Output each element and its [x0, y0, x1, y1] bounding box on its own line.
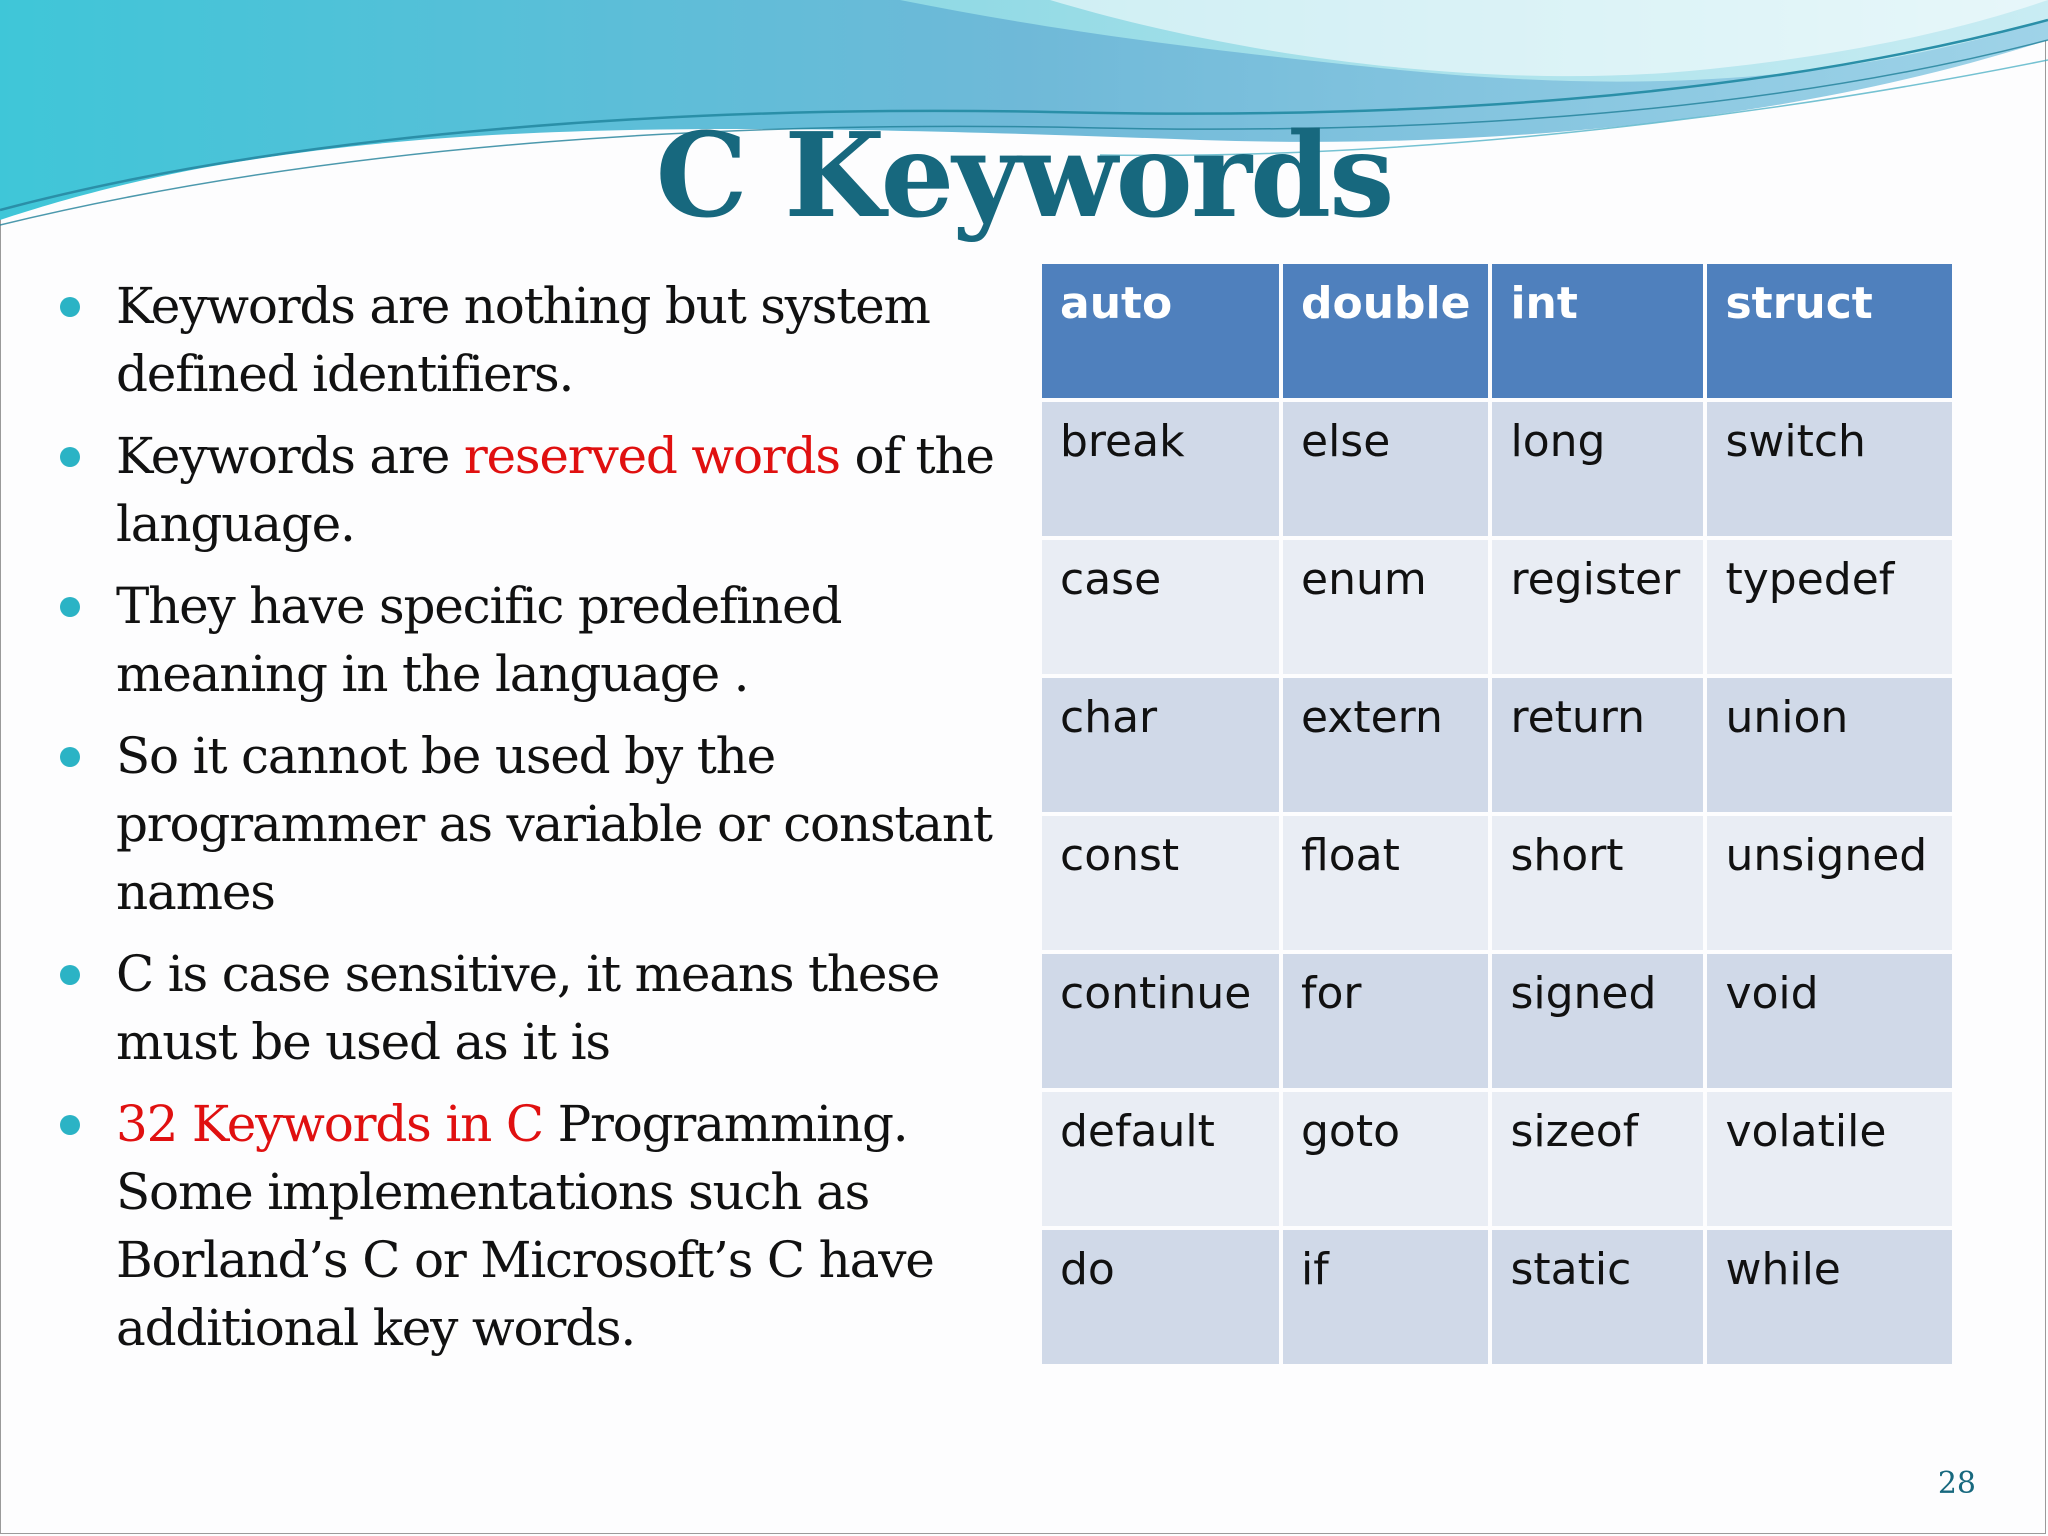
keyword-cell: unsigned [1707, 816, 1952, 950]
bullet-text: C is case sensitive, it means these must be used as it is [116, 945, 940, 1071]
keyword-cell: float [1283, 816, 1488, 950]
bullet-text: So it cannot be used by the programmer as variable or constant names [116, 727, 992, 921]
bullet-highlight-text: reserved words [463, 427, 840, 485]
keywords-table-row [1042, 678, 1952, 812]
bullet-highlight-text: 32 Keywords in C [116, 1095, 543, 1153]
keyword-cell: volatile [1707, 1092, 1952, 1226]
bullet-dot-icon [60, 965, 80, 985]
keyword-cell: return [1492, 678, 1703, 812]
keyword-cell: switch [1707, 402, 1952, 536]
bullet-item [58, 1090, 1018, 1362]
bullet-dot-icon [60, 747, 80, 767]
keywords-table-row [1042, 954, 1952, 1088]
keyword-cell: sizeof [1492, 1092, 1703, 1226]
keyword-cell: enum [1283, 540, 1488, 674]
keywords-table-row [1042, 1092, 1952, 1226]
bullet-item [58, 272, 1018, 408]
bullet-item [58, 940, 1018, 1076]
header-cell: auto [1042, 264, 1279, 398]
keyword-cell: union [1707, 678, 1952, 812]
bullet-text: They have specific predefined meaning in the language . [116, 577, 842, 703]
keyword-cell: goto [1283, 1092, 1488, 1226]
keyword-cell: short [1492, 816, 1703, 950]
slide-title: C Keywords [655, 108, 1393, 244]
keyword-cell: while [1707, 1230, 1952, 1364]
header-cell: int [1492, 264, 1703, 398]
bullet-list [58, 272, 1018, 1376]
keyword-cell: extern [1283, 678, 1488, 812]
keyword-cell: typedef [1707, 540, 1952, 674]
keyword-cell: for [1283, 954, 1488, 1088]
bullet-text: of the language. [116, 427, 994, 553]
bullet-item [58, 722, 1018, 926]
header-cell: struct [1707, 264, 1952, 398]
page-number: 28 [1937, 1466, 1976, 1501]
keyword-cell: break [1042, 402, 1279, 536]
keyword-cell: else [1283, 402, 1488, 536]
keyword-cell: void [1707, 954, 1952, 1088]
keyword-cell: default [1042, 1092, 1279, 1226]
keywords-table [1038, 260, 1956, 1368]
bullet-dot-icon [60, 297, 80, 317]
bullet-text: Keywords are [116, 427, 464, 485]
keywords-table-row [1042, 1230, 1952, 1364]
keyword-cell: const [1042, 816, 1279, 950]
keyword-cell: static [1492, 1230, 1703, 1364]
keyword-cell: long [1492, 402, 1703, 536]
keyword-cell: do [1042, 1230, 1279, 1364]
bullet-dot-icon [60, 1115, 80, 1135]
keyword-cell: continue [1042, 954, 1279, 1088]
bullet-dot-icon [60, 597, 80, 617]
keyword-cell: signed [1492, 954, 1703, 1088]
keywords-table-row [1042, 540, 1952, 674]
bullet-item [58, 572, 1018, 708]
header-cell: double [1283, 264, 1488, 398]
keywords-table-row [1042, 816, 1952, 950]
keyword-cell: if [1283, 1230, 1488, 1364]
keyword-cell: char [1042, 678, 1279, 812]
keyword-cell: case [1042, 540, 1279, 674]
keyword-cell: register [1492, 540, 1703, 674]
bullet-dot-icon [60, 447, 80, 467]
keywords-table-row [1042, 402, 1952, 536]
bullet-text: Keywords are nothing but system defined identifiers. [116, 277, 930, 403]
keywords-table-header-row [1042, 264, 1952, 398]
keywords-table-body [1042, 402, 1952, 1364]
bullet-item [58, 422, 1018, 558]
bullet-text: Programming. Some implementations such as Borland’s C or Microsoft’s C have additional key words. [116, 1095, 934, 1357]
